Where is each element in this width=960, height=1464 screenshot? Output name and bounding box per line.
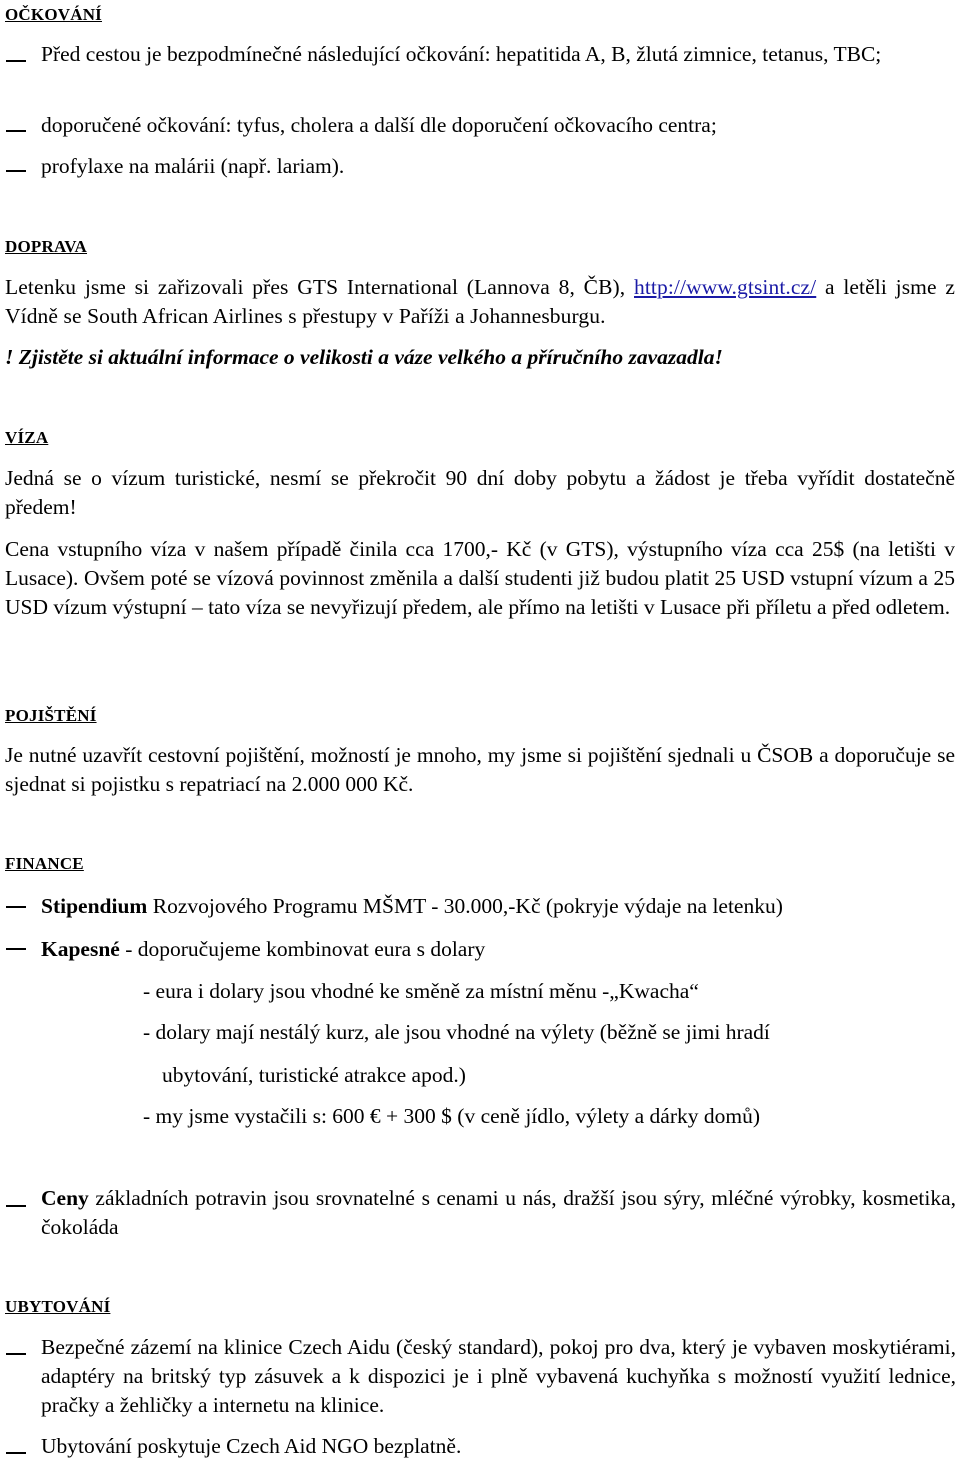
kapesne-label: Kapesné [41, 937, 120, 961]
kapesne-line [41, 935, 485, 964]
list-dash [6, 130, 26, 132]
list-dash [6, 1205, 26, 1207]
kapesne-subitem-continued: ubytování, turistické atrakce apod.) [162, 1063, 466, 1087]
baggage-note: ! Zjistěte si aktuální informace o velikosti a váze velkého a příručního zavazadla! [5, 345, 723, 369]
list-item: Před cestou je bezpodmínečné následující očkování: hepatitida A, B, žlutá zimnice, tetanus, TBC; [41, 42, 882, 66]
list-item: Ubytování poskytuje Czech Aid NGO bezplatně. [41, 1434, 462, 1458]
stipendium-line [41, 892, 783, 921]
ceny-label: Ceny [41, 1186, 89, 1210]
kapesne-subitem: - dolary mají nestálý kurz, ale jsou vhodné na výlety (běžně se jimi hradí [143, 1020, 770, 1044]
section-heading-viza: VÍZA [5, 428, 49, 447]
doprava-text-continued: a letěli jsme z Vídně se South African Airlines s přestupy v Paříži a Johannesburgu. [5, 275, 955, 328]
list-dash [6, 1353, 26, 1355]
section-heading-ubytovani: UBYTOVÁNÍ [5, 1297, 111, 1316]
viza-paragraph-2: Cena vstupního víza v našem případě činila cca 1700,- Kč (v GTS), výstupního víza cca 25$ (na letišti v Lusace). Ovšem poté se vízová povinnost změnila a další studenti již budou platit 25 USD vstupní vízum a 25 USD vízum výstupní – tato víza se nevyřizují předem, ale přímo na letišti v Lusace při příletu a před odletem. [5, 537, 955, 619]
doprava-paragraph [5, 273, 955, 331]
section-heading-finance: FINANCE [5, 854, 84, 873]
section-heading-doprava: DOPRAVA [5, 237, 88, 256]
kapesne-subitem: - my jsme vystačili s: 600 € + 300 $ (v ceně jídlo, výlety a dárky domů) [143, 1104, 761, 1128]
list-dash [6, 906, 26, 908]
doprava-text: Letenku jsme si zařizovali přes GTS International (Lannova 8, ČB), [5, 275, 634, 299]
section-heading-pojisteni: POJIŠTĚNÍ [5, 706, 97, 725]
gts-link[interactable]: http://www.gtsint.cz/ [634, 275, 817, 299]
kapesne-subitem: - eura i dolary jsou vhodné ke směně za místní měnu -„Kwacha“ [143, 979, 699, 1003]
pojisteni-paragraph: Je nutné uzavřít cestovní pojištění, možností je mnoho, my jsme si pojištění sjednali u ČSOB a doporučuje se sjednat si pojistku s repatriací na 2.000 000 Kč. [5, 743, 955, 796]
stipendium-label: Stipendium [41, 894, 148, 918]
section-heading-ockovani: OČKOVÁNÍ [5, 5, 102, 24]
list-dash [6, 170, 26, 172]
viza-paragraph-1: Jedná se o vízum turistické, nesmí se překročit 90 dní doby pobytu a žádost je třeba vyřídit dostatečně předem! [5, 466, 955, 519]
list-dash [6, 948, 26, 950]
ceny-item [41, 1184, 956, 1242]
list-item: Bezpečné zázemí na klinice Czech Aidu (český standard), pokoj pro dva, který je vybaven moskytiérami, adaptéry na britský typ zásuvek a k dispozici je i plně vybavená kuchyňka s možností využití lednice, pračky a žehličky a internetu na klinice. [41, 1335, 956, 1417]
list-dash [6, 60, 26, 62]
list-item: doporučené očkování: tyfus, cholera a další dle doporučení očkovacího centra; [41, 113, 717, 137]
kapesne-text: - doporučujeme kombinovat eura s dolary [119, 937, 486, 961]
stipendium-text: Rozvojového Programu MŠMT - 30.000,-Kč (pokryje výdaje na letenku) [147, 894, 783, 918]
list-dash [6, 1452, 26, 1454]
list-item: profylaxe na malárii (např. lariam). [41, 154, 345, 178]
ceny-text: základních potravin jsou srovnatelné s cenami u nás, dražší jsou sýry, mléčné výrobky, kosmetika, čokoláda [41, 1186, 956, 1239]
